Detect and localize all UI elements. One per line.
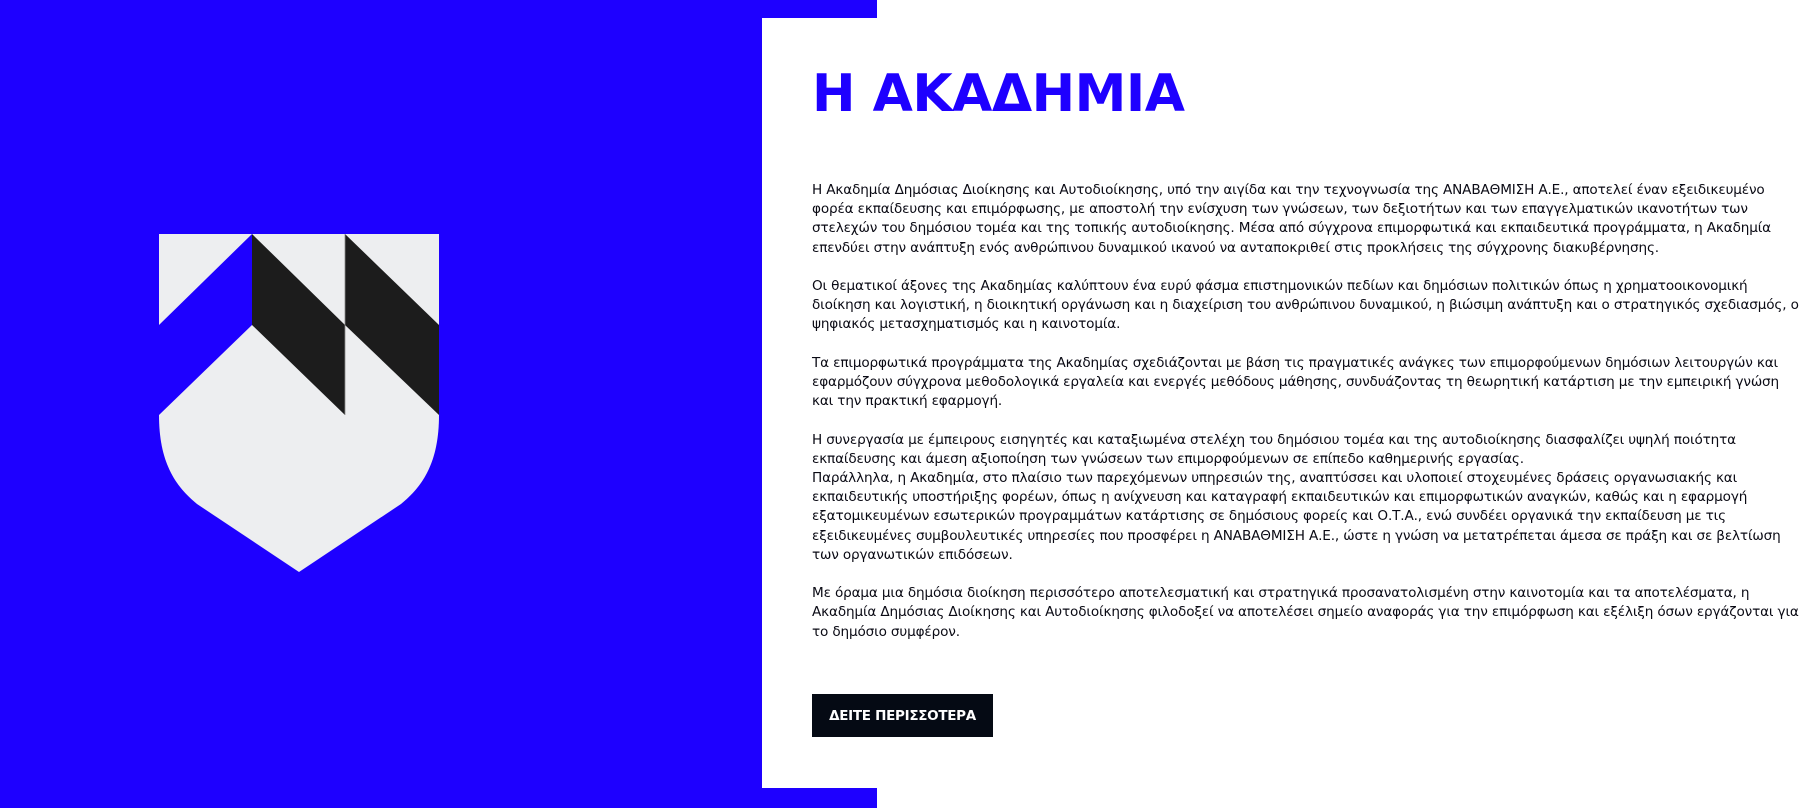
paragraph-programs: Τα επιμορφωτικά προγράμματα της Ακαδημίας σχεδιάζονται με βάση τις πραγματικές ανάγκες των επιμορφούμενων δημόσιων λειτουργών και εφαρμόζουν σύγχρονα μεθοδολογικά εργαλεία και ενεργές μεθόδους μάθησης, συνδυάζοντας τη θεωρητική κατάρτιση με την εμπειρική γνώση και την πρακτική εφαρμογή. [812, 354, 1779, 410]
about-body [812, 181, 1800, 661]
brand-background-panel [0, 0, 877, 808]
about-section [762, 18, 1806, 788]
paragraph-intro: Η Ακαδημία Δημόσιας Διοίκησης και Αυτοδιοίκησης, υπό την αιγίδα και την τεχνογνωσία της ΑΝΑΒΑΘΜΙΣΗ Α.Ε., αποτελεί έναν εξειδικευμένο φορέα εκπαίδευσης και επιμόρφωσης, με αποστολή την ενίσχυση των γνώσεων, των δεξιοτήτων και των επαγγελματικών ικανοτήτων των στελεχών του δημόσιου τομέα και της τοπικής αυτοδιοίκησης. Μέσα από σύγχρονα επιμορφωτικά και εκπαιδευτικά προγράμματα, η Ακαδημία επενδύει στην ανάπτυξη ενός ανθρώπινου δυναμικού ικανού να ανταποκριθεί στις προκλήσεις της σύγχρονης διακυβέρνησης. [812, 182, 1771, 256]
paragraph-thematic-axes: Οι θεματικοί άξονες της Ακαδημίας καλύπτουν ένα ευρύ φάσμα επιστημονικών πεδίων και δημόσιων πολιτικών όπως η χρηματοοικονομική διοίκηση και λογιστική, η διοικητική οργάνωση και η διαχείριση του ανθρώπινου δυναμικού, η βιώσιμη ανάπτυξη και ο στρατηγικός σχεδιασμός, ο ψηφιακός μετασχηματισμός και η καινοτομία. [812, 278, 1799, 333]
page-title: Η ΑΚΑΔΗΜΙΑ [812, 64, 1185, 124]
shield-logo-icon [159, 234, 439, 572]
paragraph-vision: Με όραμα μια δημόσια διοίκηση περισσότερο αποτελεσματική και στρατηγικά προσανατολισμένη στην καινοτομία και τα αποτελέσματα, η Ακαδημία Δημόσιας Διοίκησης και Αυτοδιοίκησης φιλοδοξεί να αποτελέσει σημείο αναφοράς για την επιμόρφωση και εξέλιξη όσων εργάζονται για το δημόσιο συμφέρον. [812, 585, 1799, 640]
see-more-button[interactable]: ΔΕΙΤΕ ΠΕΡΙΣΣΟΤΕΡΑ [812, 694, 993, 737]
paragraph-collaboration: Η συνεργασία με έμπειρους εισηγητές και καταξιωμένα στελέχη του δημόσιου τομέα και της αυτοδιοίκησης διασφαλίζει υψηλή ποιότητα εκπαίδευσης και άμεση αξιοποίηση των γνώσεων των επιμορφούμενων σε επίπεδο καθημερινής εργασίας. [812, 431, 1736, 467]
paragraph-services: Παράλληλα, η Ακαδημία, στο πλαίσιο των παρεχόμενων υπηρεσιών της, αναπτύσσει και υλοποιεί στοχευμένες δράσεις οργανωσιακής και εκπαιδευτικής υποστήριξης φορέων, όπως η ανίχνευση και καταγραφή εκπαιδευτικών και επιμορφωτικών αναγκών, καθώς και η εφαρμογή εξατομικευμένων εσωτερικών προγραμμάτων κατάρτισης σε δημόσιους φορείς και Ο.Τ.Α., ενώ συνδέει οργανικά την εκπαίδευση με τις εξειδικευμένες συμβουλευτικές υπηρεσίες που προσφέρει η ΑΝΑΒΑΘΜΙΣΗ Α.Ε., ώστε η γνώση να μετατρέπεται άμεσα σε πράξη και σε βελτίωση των οργανωτικών επιδόσεων. [812, 470, 1781, 563]
